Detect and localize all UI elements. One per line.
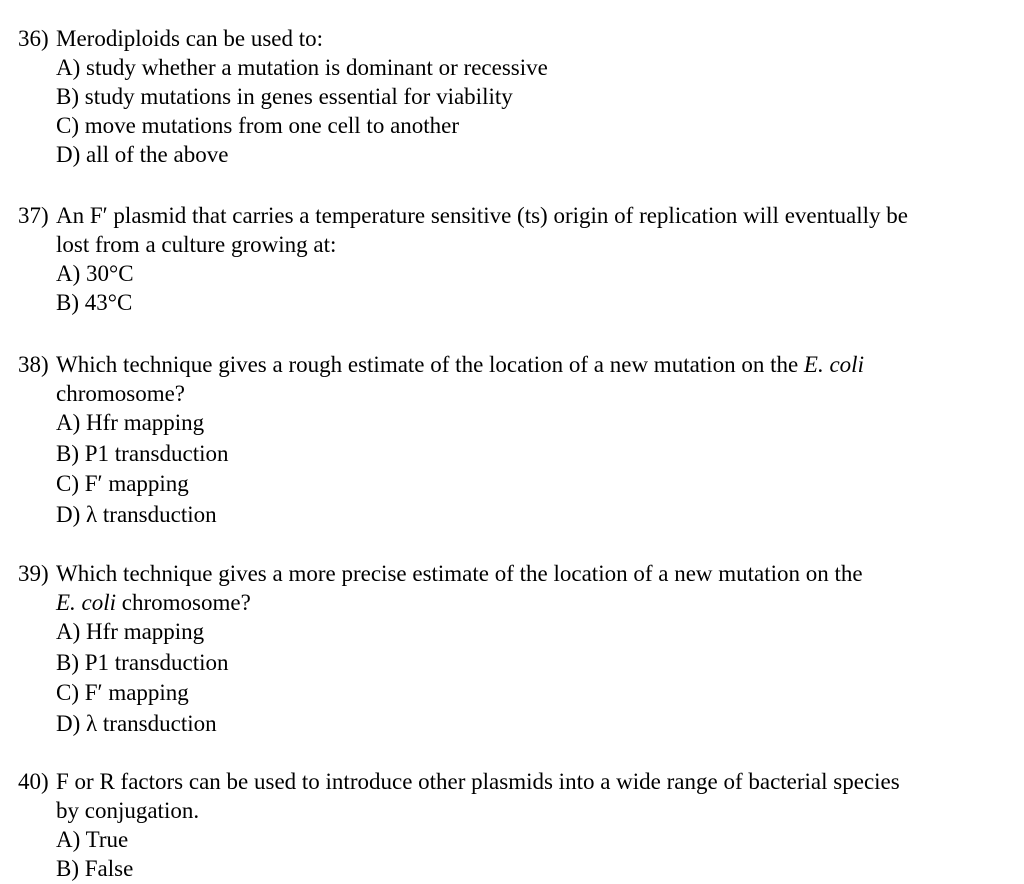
answer-options (0, 53, 1024, 169)
question-text-plain: chromosome? (116, 590, 251, 615)
answer-options (0, 825, 1024, 883)
answer-option-c[interactable]: C) F′ mapping (56, 471, 189, 496)
question-number: 37) (18, 203, 49, 228)
question-stem (0, 767, 1024, 796)
question-36 (0, 24, 1024, 169)
answer-option-a[interactable]: A) study whether a mutation is dominant or recessive (56, 55, 548, 80)
question-37 (0, 201, 1024, 317)
answer-option-b[interactable]: B) False (56, 856, 134, 881)
question-text (56, 350, 864, 379)
answer-option-d[interactable]: D) λ transduction (56, 501, 217, 527)
answer-options (0, 259, 1024, 317)
question-number: 40) (18, 769, 49, 794)
question-text-continued: lost from a culture growing at: (56, 232, 337, 257)
question-39 (0, 559, 1024, 739)
answer-option-d[interactable]: D) λ transduction (56, 710, 217, 736)
organism-name: E. coli (56, 590, 117, 615)
question-40 (0, 767, 1024, 883)
question-number: 39) (18, 561, 49, 586)
answer-options (0, 408, 1024, 530)
answer-option-a[interactable]: A) Hfr mapping (56, 619, 205, 644)
question-stem (0, 201, 1024, 230)
question-text: Merodiploids can be used to: (56, 26, 324, 51)
answer-option-b[interactable]: B) P1 transduction (56, 440, 229, 466)
question-stem (0, 559, 1024, 588)
question-text: Which technique gives a more precise estimate of the location of a new mutation on the (56, 561, 863, 586)
question-text-continued: chromosome? (56, 381, 186, 406)
question-text: F or R factors can be used to introduce other plasmids into a wide range of bacterial species (56, 769, 900, 794)
answer-option-b[interactable]: B) P1 transduction (56, 649, 229, 675)
question-number: 38) (18, 352, 49, 377)
question-text-continued: by conjugation. (56, 798, 200, 823)
answer-option-d[interactable]: D) all of the above (56, 142, 229, 167)
answer-option-c[interactable]: C) move mutations from one cell to another (56, 113, 460, 138)
answer-option-a[interactable]: A) 30°C (56, 261, 134, 286)
question-text: An F′ plasmid that carries a temperature sensitive (ts) origin of replication will eventually be (56, 203, 908, 228)
question-text-plain: Which technique gives a rough estimate of the location of a new mutation on the (56, 352, 804, 377)
question-stem (0, 350, 1024, 379)
answer-option-a[interactable]: A) True (56, 827, 129, 852)
question-38 (0, 350, 1024, 530)
organism-name: E. coli (803, 352, 864, 377)
question-stem (0, 24, 1024, 53)
answer-option-a[interactable]: A) Hfr mapping (56, 410, 205, 435)
answer-options (0, 617, 1024, 739)
answer-option-b[interactable]: B) 43°C (56, 290, 133, 315)
question-number: 36) (18, 26, 49, 51)
answer-option-c[interactable]: C) F′ mapping (56, 680, 189, 705)
question-text-continued (0, 588, 1024, 617)
answer-option-b[interactable]: B) study mutations in genes essential for viability (56, 84, 513, 109)
